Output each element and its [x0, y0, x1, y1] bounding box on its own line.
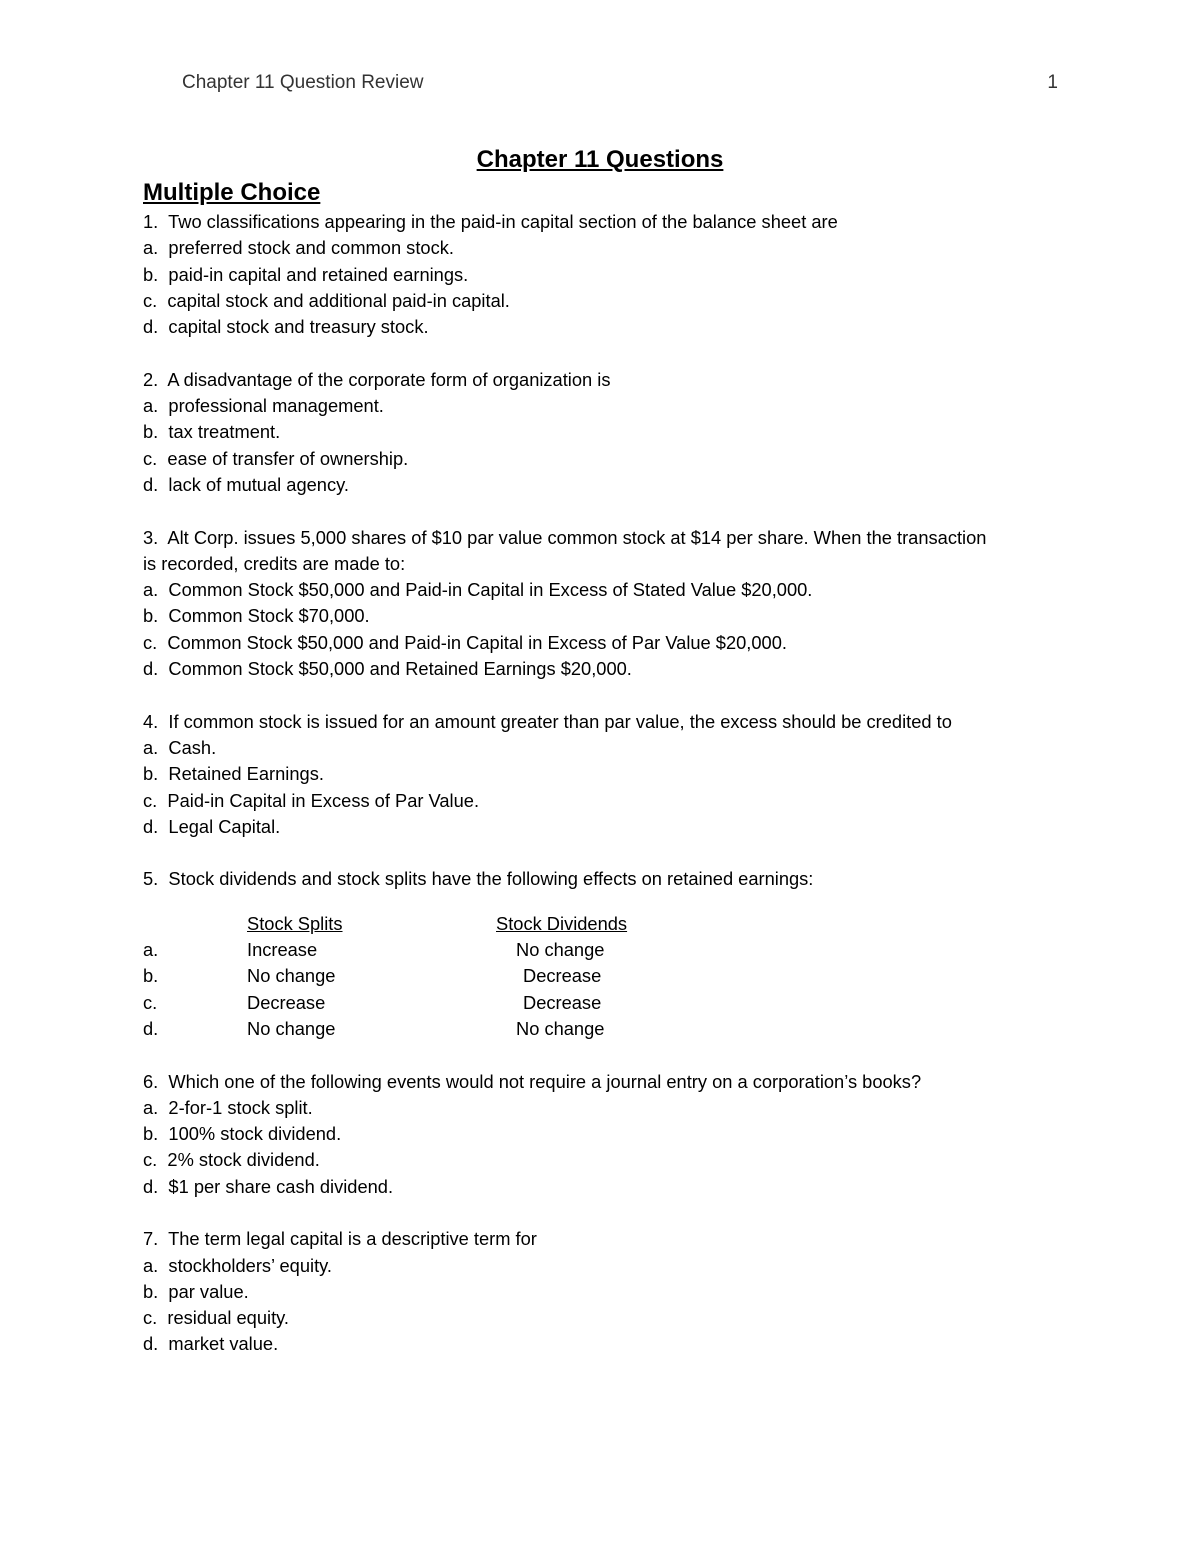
answer-option: b. Retained Earnings. [143, 763, 324, 785]
answer-option: d. lack of mutual agency. [143, 473, 349, 495]
page-header [182, 72, 1058, 98]
answer-option: d. $1 per share cash dividend. [143, 1175, 394, 1197]
section-title: Multiple Choice [143, 179, 321, 206]
table-header-row [143, 911, 1053, 937]
table-row: d. No change No change [143, 1017, 605, 1039]
answer-option: a. preferred stock and common stock. [143, 237, 454, 259]
answer-option: b. 100% stock dividend. [143, 1123, 342, 1145]
column-header-stock-dividends: Stock Dividends [496, 912, 628, 934]
answer-option: d. market value. [143, 1333, 279, 1355]
answer-option: c. Paid-in Capital in Excess of Par Value. [143, 789, 480, 811]
column-header-stock-splits: Stock Splits [247, 912, 343, 934]
answer-option: d. capital stock and treasury stock. [143, 316, 429, 338]
answer-option: c. Common Stock $50,000 and Paid-in Capital in Excess of Par Value $20,000. [143, 631, 787, 653]
header-title: Chapter 11 Question Review [182, 72, 424, 93]
question-5 [143, 866, 1053, 1042]
answer-option: b. tax treatment. [143, 421, 281, 443]
question-stem: 2. A disadvantage of the corporate form of organization is [143, 368, 611, 390]
answer-option: c. capital stock and additional paid-in capital. [143, 289, 510, 311]
question-stem: 5. Stock dividends and stock splits have the following effects on retained earnings: [143, 868, 814, 890]
question-3 [143, 525, 1053, 683]
answer-option: a. Common Stock $50,000 and Paid-in Capital in Excess of Stated Value $20,000. [143, 579, 813, 601]
question-4 [143, 709, 1053, 840]
table-row: c. Decrease Decrease [143, 991, 602, 1013]
question-stem: 1. Two classifications appearing in the paid-in capital section of the balance sheet are [143, 211, 838, 232]
question-2 [143, 367, 1053, 498]
answer-option: b. par value. [143, 1280, 249, 1302]
answer-option: c. ease of transfer of ownership. [143, 447, 409, 469]
table-row: a. Increase No change [143, 939, 605, 961]
answer-option: a. professional management. [143, 395, 384, 417]
question-stem-continued: is recorded, credits are made to: [143, 552, 406, 574]
question-stem: 6. Which one of the following events would not require a journal entry on a corporation’s books? [143, 1070, 922, 1092]
question-stem: 7. The term legal capital is a descriptive term for [143, 1228, 537, 1250]
answer-option: b. Common Stock $70,000. [143, 605, 370, 627]
question-stem: 4. If common stock is issued for an amount greater than par value, the excess should be credited to [143, 710, 952, 732]
answer-option: d. Legal Capital. [143, 815, 281, 837]
answer-option: d. Common Stock $50,000 and Retained Earnings $20,000. [143, 658, 632, 680]
question-7 [143, 1226, 1053, 1357]
answer-option: a. 2-for-1 stock split. [143, 1096, 313, 1118]
answer-option: a. Cash. [143, 736, 217, 758]
answer-option: b. paid-in capital and retained earnings. [143, 263, 469, 285]
answer-option: a. stockholders’ equity. [143, 1254, 333, 1276]
question-1 [143, 209, 1053, 340]
answer-option: c. residual equity. [143, 1307, 290, 1329]
document-body [143, 145, 1053, 1358]
page-number: 1 [1047, 72, 1058, 93]
answer-option: c. 2% stock dividend. [143, 1149, 320, 1171]
question-6 [143, 1069, 1053, 1200]
document-title: Chapter 11 Questions [476, 146, 724, 173]
question-stem: 3. Alt Corp. issues 5,000 shares of $10 par value common stock at $14 per share. When the transaction [143, 526, 987, 548]
table-row: b. No change Decrease [143, 965, 602, 987]
